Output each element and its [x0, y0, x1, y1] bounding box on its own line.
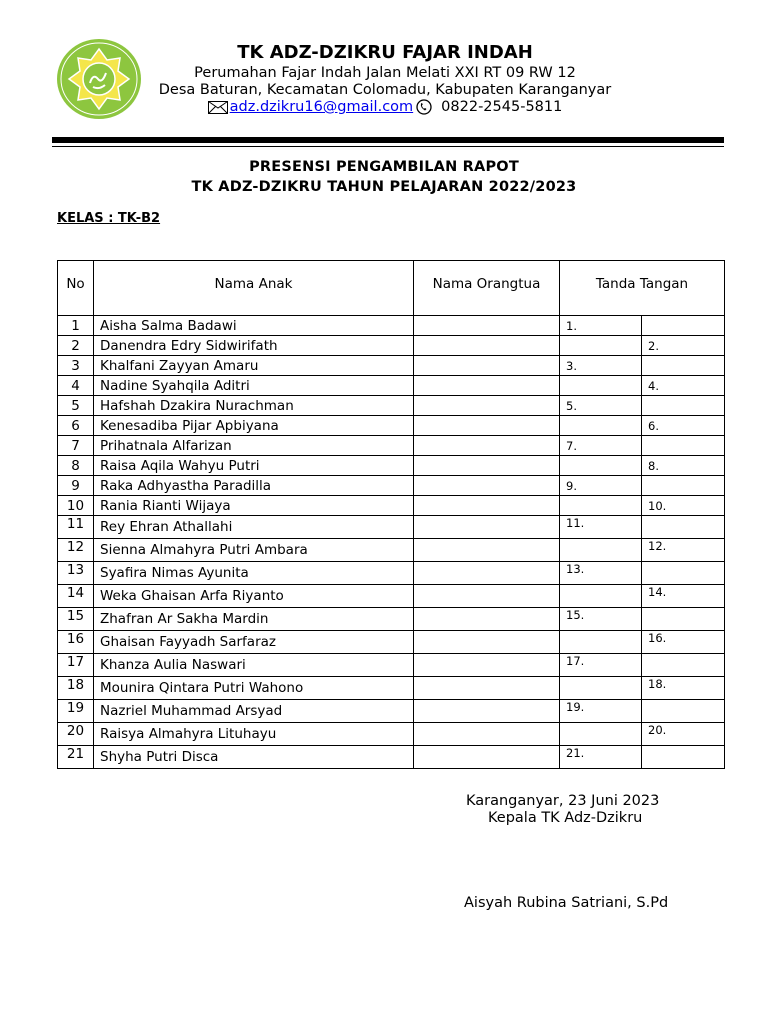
parent-name-cell: [414, 723, 560, 746]
signature-cell-left: 11.: [560, 516, 642, 539]
parent-name-cell: [414, 677, 560, 700]
row-number: 15: [58, 608, 94, 631]
signature-cell-right: [642, 396, 725, 416]
parent-name-cell: [414, 456, 560, 476]
document-subtitle: TK ADZ-DZIKRU TAHUN PELAJARAN 2022/2023: [191, 179, 577, 195]
student-name: Danendra Edry Sidwirifath: [94, 336, 414, 356]
parent-name-cell: [414, 356, 560, 376]
signature-cell-right: 8.: [642, 456, 725, 476]
parent-name-cell: [414, 562, 560, 585]
student-name: Raka Adhyastha Paradilla: [94, 476, 414, 496]
parent-name-cell: [414, 746, 560, 769]
student-name: Prihatnala Alfarizan: [94, 436, 414, 456]
parent-name-cell: [414, 608, 560, 631]
table-row: [58, 677, 725, 700]
student-name: Hafshah Dzakira Nurachman: [94, 396, 414, 416]
table-row: [58, 723, 725, 746]
table-row: [58, 746, 725, 769]
signature-cell-right: 16.: [642, 631, 725, 654]
row-number: 1: [58, 316, 94, 336]
table-row: [58, 496, 725, 516]
signature-cell-right: [642, 746, 725, 769]
email-link[interactable]: adz.dzikru16@gmail.com: [229, 99, 414, 115]
signature-cell-right: 2.: [642, 336, 725, 356]
row-number: 9: [58, 476, 94, 496]
row-number: 3: [58, 356, 94, 376]
parent-name-cell: [414, 396, 560, 416]
signature-cell-left: 3.: [560, 356, 642, 376]
signature-cell-right: [642, 356, 725, 376]
signature-cell-right: [642, 316, 725, 336]
student-name: Nadine Syahqila Aditri: [94, 376, 414, 396]
student-name: Raisa Aqila Wahyu Putri: [94, 456, 414, 476]
signature-cell-left: 19.: [560, 700, 642, 723]
signature-cell-left: 1.: [560, 316, 642, 336]
row-number: 17: [58, 654, 94, 677]
signature-cell-right: [642, 654, 725, 677]
student-name: Khanza Aulia Naswari: [94, 654, 414, 677]
row-number: 18: [58, 677, 94, 700]
school-logo: [56, 38, 142, 120]
header-no: No: [58, 261, 94, 316]
signature-cell-right: 12.: [642, 539, 725, 562]
signer-name: Aisyah Rubina Satriani, S.Pd: [464, 895, 669, 911]
signature-cell-right: [642, 562, 725, 585]
signature-cell-right: 6.: [642, 416, 725, 436]
header-tanda-tangan: Tanda Tangan: [560, 261, 725, 316]
contact-line: [140, 99, 630, 115]
row-number: 14: [58, 585, 94, 608]
student-name: Rania Rianti Wijaya: [94, 496, 414, 516]
header-nama-anak: Nama Anak: [94, 261, 414, 316]
parent-name-cell: [414, 476, 560, 496]
row-number: 4: [58, 376, 94, 396]
table-row: [58, 476, 725, 496]
signature-cell-right: 10.: [642, 496, 725, 516]
signature-cell-right: [642, 700, 725, 723]
phone-number: 0822-2545-5811: [441, 99, 563, 115]
signature-cell-left: [560, 336, 642, 356]
signature-cell-left: [560, 723, 642, 746]
parent-name-cell: [414, 416, 560, 436]
table-row: [58, 336, 725, 356]
table-row: [58, 516, 725, 539]
student-name: Zhafran Ar Sakha Mardin: [94, 608, 414, 631]
parent-name-cell: [414, 539, 560, 562]
signature-cell-left: [560, 416, 642, 436]
signature-cell-left: [560, 456, 642, 476]
class-label: KELAS : TK-B2: [57, 211, 161, 226]
row-number: 5: [58, 396, 94, 416]
parent-name-cell: [414, 516, 560, 539]
parent-name-cell: [414, 631, 560, 654]
school-name: TK ADZ-DZIKRU FAJAR INDAH: [237, 42, 533, 63]
signature-cell-right: [642, 608, 725, 631]
signature-cell-left: 13.: [560, 562, 642, 585]
signature-cell-left: 5.: [560, 396, 642, 416]
parent-name-cell: [414, 316, 560, 336]
signature-cell-right: [642, 476, 725, 496]
row-number: 21: [58, 746, 94, 769]
row-number: 6: [58, 416, 94, 436]
table-row: [58, 416, 725, 436]
student-name: Aisha Salma Badawi: [94, 316, 414, 336]
student-name: Ghaisan Fayyadh Sarfaraz: [94, 631, 414, 654]
signature-cell-left: 7.: [560, 436, 642, 456]
header-nama-orangtua: Nama Orangtua: [414, 261, 560, 316]
student-name: Weka Ghaisan Arfa Riyanto: [94, 585, 414, 608]
signature-cell-left: [560, 539, 642, 562]
envelope-icon: [208, 101, 228, 114]
table-row: [58, 631, 725, 654]
signature-cell-right: [642, 516, 725, 539]
signature-cell-right: [642, 436, 725, 456]
signature-cell-right: 4.: [642, 376, 725, 396]
student-name: Sienna Almahyra Putri Ambara: [94, 539, 414, 562]
student-name: Kenesadiba Pijar Apbiyana: [94, 416, 414, 436]
parent-name-cell: [414, 376, 560, 396]
signature-cell-left: [560, 631, 642, 654]
attendance-table: [57, 260, 725, 769]
parent-name-cell: [414, 700, 560, 723]
document-title: PRESENSI PENGAMBILAN RAPOT: [249, 159, 519, 175]
parent-name-cell: [414, 496, 560, 516]
table-row: [58, 436, 725, 456]
row-number: 10: [58, 496, 94, 516]
signature-cell-right: 14.: [642, 585, 725, 608]
student-name: Rey Ehran Athallahi: [94, 516, 414, 539]
parent-name-cell: [414, 336, 560, 356]
table-row: [58, 700, 725, 723]
student-name: Mounira Qintara Putri Wahono: [94, 677, 414, 700]
signature-cell-left: 15.: [560, 608, 642, 631]
signature-cell-left: 21.: [560, 746, 642, 769]
row-number: 8: [58, 456, 94, 476]
table-header-row: [58, 261, 725, 316]
table-row: [58, 396, 725, 416]
phone-icon: [415, 99, 433, 115]
signature-cell-right: 18.: [642, 677, 725, 700]
header-divider-thin: [52, 146, 724, 147]
row-number: 16: [58, 631, 94, 654]
student-name: Syafira Nimas Ayunita: [94, 562, 414, 585]
row-number: 2: [58, 336, 94, 356]
signature-cell-left: [560, 496, 642, 516]
signature-cell-left: 17.: [560, 654, 642, 677]
table-row: [58, 316, 725, 336]
table-row: [58, 539, 725, 562]
row-number: 12: [58, 539, 94, 562]
table-row: [58, 654, 725, 677]
row-number: 13: [58, 562, 94, 585]
parent-name-cell: [414, 654, 560, 677]
table-row: [58, 376, 725, 396]
student-name: Nazriel Muhammad Arsyad: [94, 700, 414, 723]
table-row: [58, 562, 725, 585]
signature-cell-left: [560, 585, 642, 608]
table-row: [58, 608, 725, 631]
header-divider-thick: [52, 137, 724, 143]
student-name: Khalfani Zayyan Amaru: [94, 356, 414, 376]
row-number: 20: [58, 723, 94, 746]
table-row: [58, 356, 725, 376]
row-number: 11: [58, 516, 94, 539]
place-date: Karanganyar, 23 Juni 2023: [466, 793, 660, 809]
student-name: Shyha Putri Disca: [94, 746, 414, 769]
row-number: 19: [58, 700, 94, 723]
signer-role: Kepala TK Adz-Dzikru: [488, 810, 643, 826]
row-number: 7: [58, 436, 94, 456]
table-row: [58, 456, 725, 476]
signature-cell-left: [560, 677, 642, 700]
signature-cell-left: 9.: [560, 476, 642, 496]
parent-name-cell: [414, 585, 560, 608]
signature-cell-left: [560, 376, 642, 396]
student-name: Raisya Almahyra Lituhayu: [94, 723, 414, 746]
signature-cell-right: 20.: [642, 723, 725, 746]
table-row: [58, 585, 725, 608]
parent-name-cell: [414, 436, 560, 456]
address-line-2: Desa Baturan, Kecamatan Colomadu, Kabupaten Karanganyar: [158, 82, 612, 98]
address-line-1: Perumahan Fajar Indah Jalan Melati XXI RT 09 RW 12: [194, 65, 576, 81]
